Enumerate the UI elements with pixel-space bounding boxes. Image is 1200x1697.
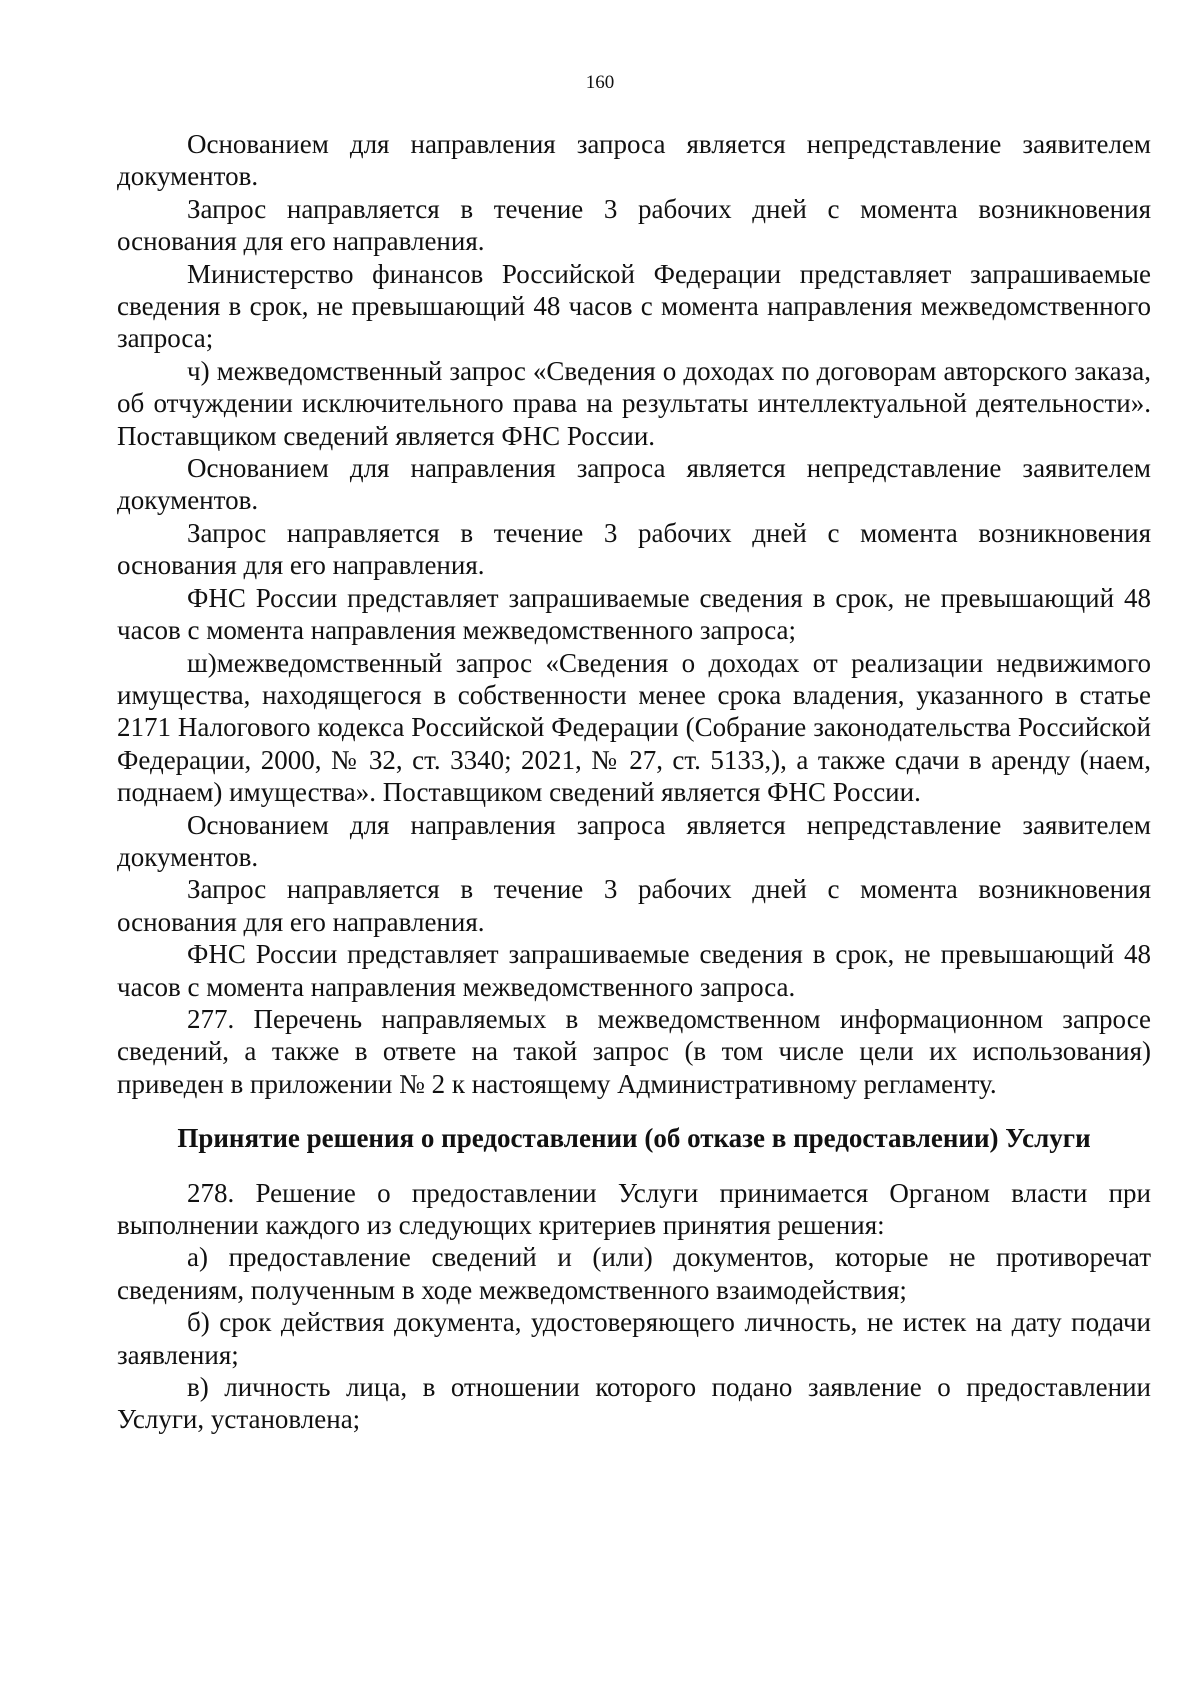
criterion-b: б) срок действия документа, удостоверяющего личность, не истек на дату подачи заявления; [117,1307,1151,1370]
page-number: 160 [585,72,615,93]
paragraph: Основанием для направления запроса является непредставление заявителем документов. [117,129,1151,192]
list-item-ch: ч) межведомственный запрос «Сведения о доходах по договорам авторского заказа, об отчуждении исключительного права на результаты интеллектуальной деятельности». Поставщиком сведений является ФНС России. [117,355,1151,451]
document-body [117,128,1151,1436]
paragraph: Запрос направляется в течение 3 рабочих дней с момента возникновения основания для его направления. [117,517,1151,581]
criterion-a: а) предоставление сведений и (или) документов, которые не противоречат сведениям, полученным в ходе межведомственного взаимодействия; [117,1242,1151,1305]
paragraph: Основанием для направления запроса является непредставление заявителем документов. [117,453,1151,516]
criterion-v: в) личность лица, в отношении которого подано заявление о предоставлении Услуги, установлена; [117,1372,1151,1435]
section-heading: Принятие решения о предоставлении (об отказе в предоставлении) Услуги [177,1123,1091,1154]
paragraph: Министерство финансов Российской Федерации представляет запрашиваемые сведения в срок, не превышающий 48 часов с момента направления межведомственного запроса; [117,258,1151,354]
paragraph: ФНС России представляет запрашиваемые сведения в срок, не превышающий 48 часов с момента направления межведомственного запроса; [117,582,1151,646]
paragraph: Запрос направляется в течение 3 рабочих дней с момента возникновения основания для его направления. [117,193,1151,257]
clause-278: 278. Решение о предоставлении Услуги принимается Органом власти при выполнении каждого из следующих критериев принятия решения: [117,1177,1151,1240]
clause-277: 277. Перечень направляемых в межведомственном информационном запросе сведений, а также в ответе на такой запрос (в том числе цели их использования) приведен в приложении № 2 к настоящему Административному регламенту. [117,1003,1151,1099]
paragraph: Запрос направляется в течение 3 рабочих дней с момента возникновения основания для его направления. [117,874,1151,937]
list-item-sh: ш)межведомственный запрос «Сведения о доходах от реализации недвижимого имущества, находящегося в собственности менее срока владения, указанного в статье 2171 Налогового кодекса Российской Федерации (Собрание законодательства Российской Федерации, 2000, № 32, ст. 3340; 2021, № 27, ст. 5133,), а также сдачи в аренду (наем, поднаем) имущества». Поставщиком сведений является ФНС России. [117,647,1151,808]
paragraph: Основанием для направления запроса является непредставление заявителем документов. [117,809,1151,872]
paragraph: ФНС России представляет запрашиваемые сведения в срок, не превышающий 48 часов с момента направления межведомственного запроса. [117,939,1151,1002]
